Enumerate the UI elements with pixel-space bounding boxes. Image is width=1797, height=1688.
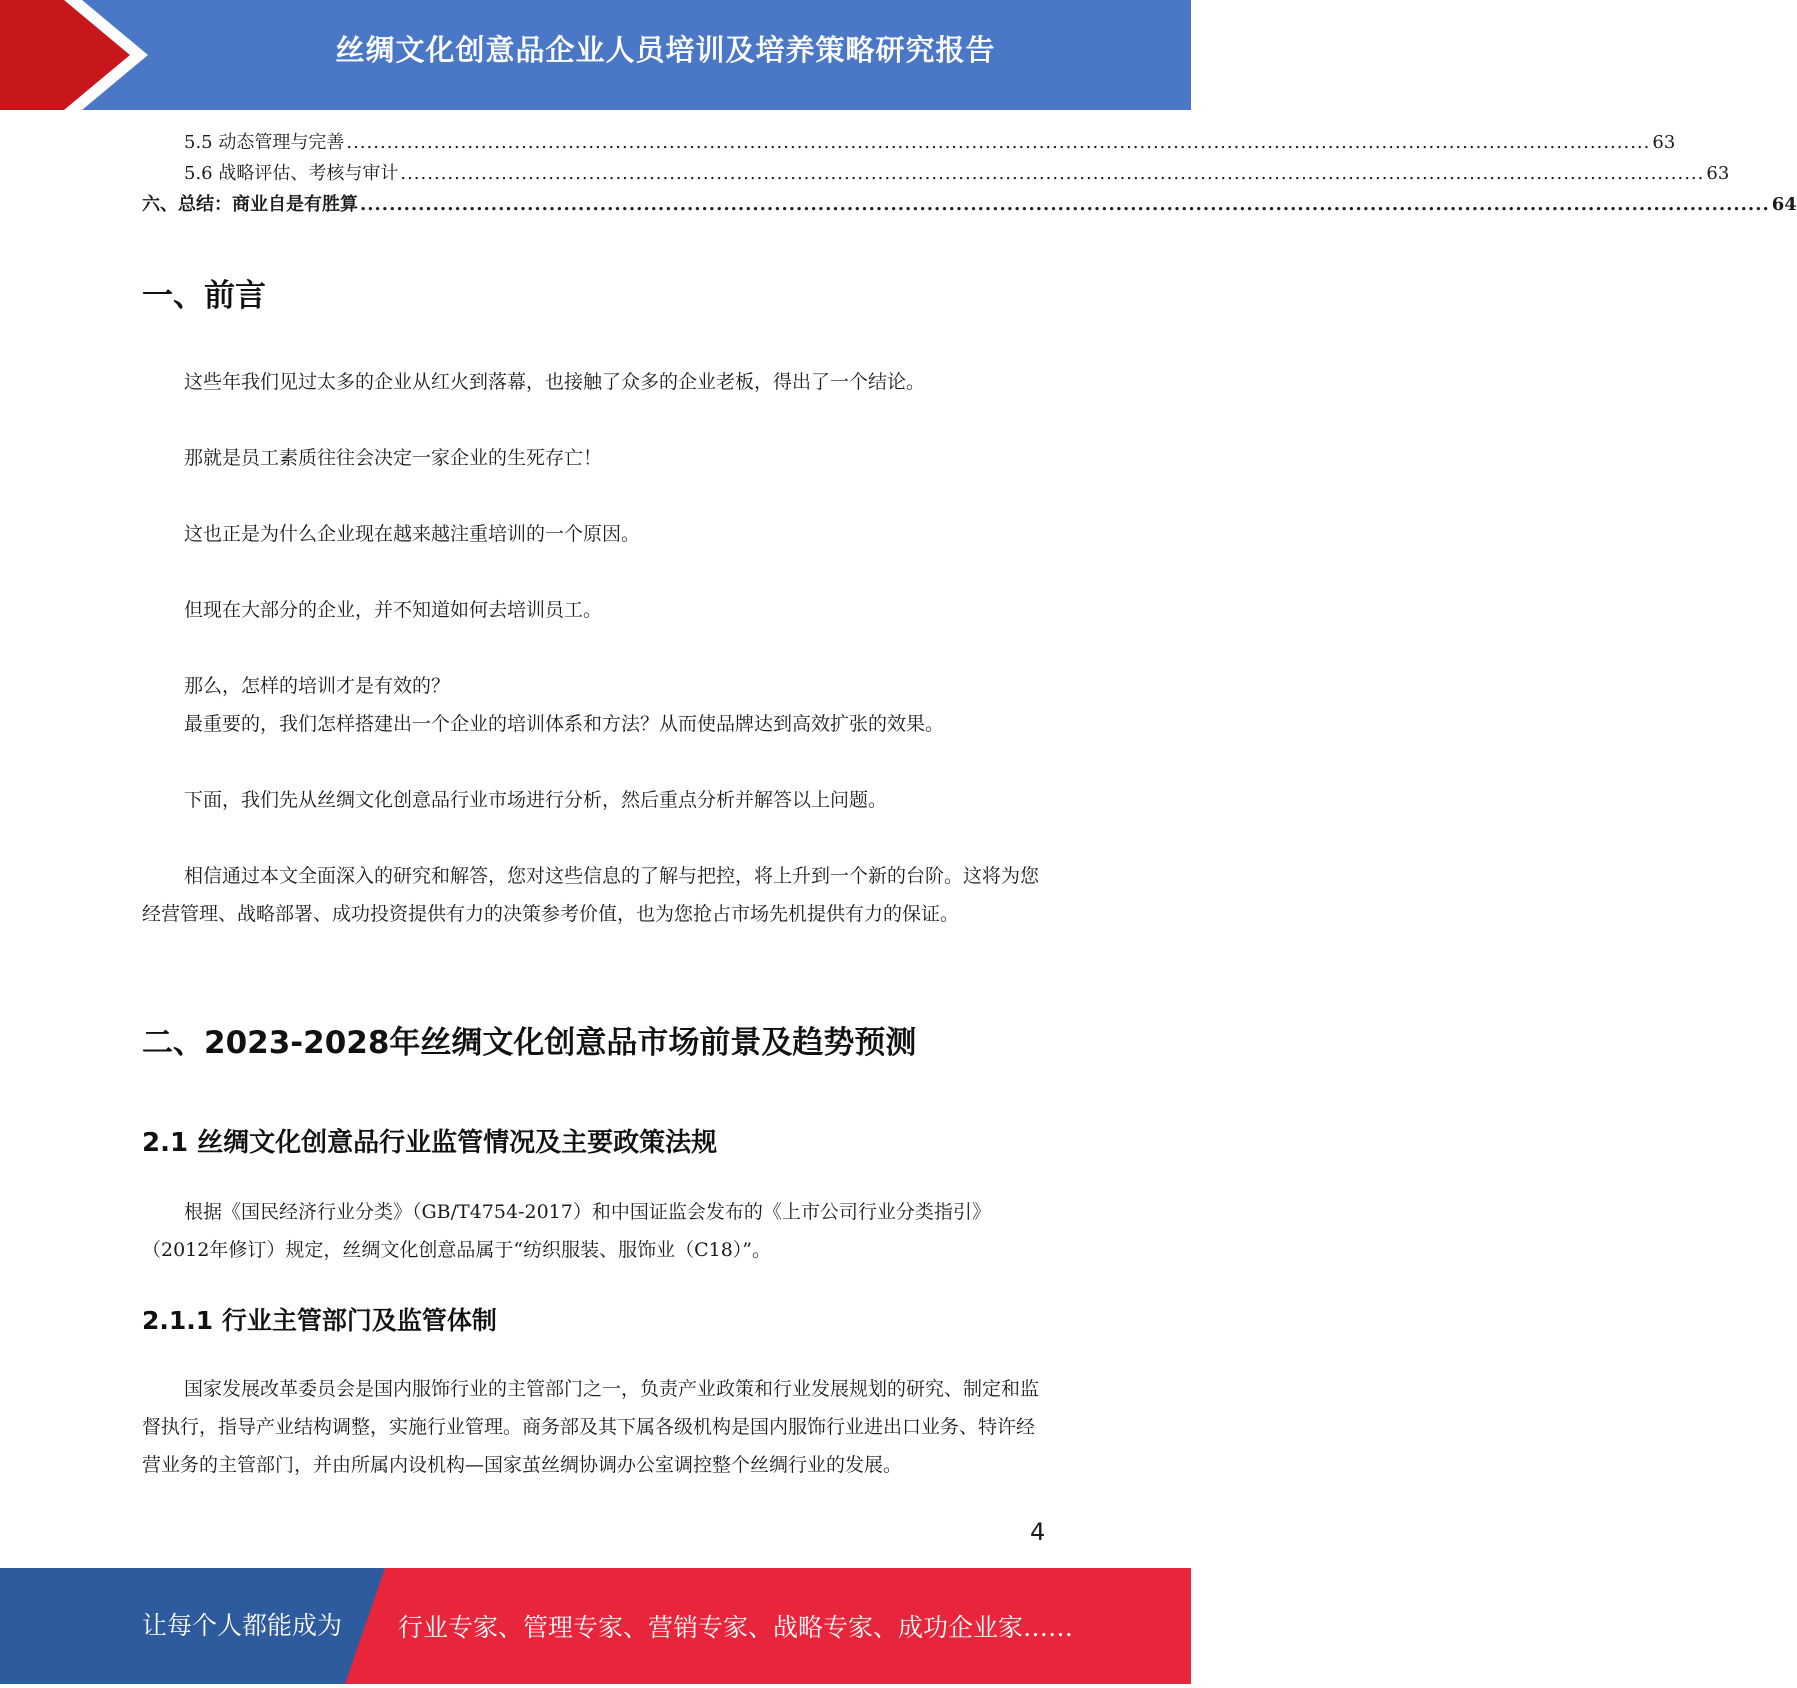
footer-slogan-left: 让每个人都能成为 xyxy=(142,1611,343,1640)
body-paragraph: 这也正是为什么企业现在越来越注重培训的一个原因。 xyxy=(184,523,641,545)
subsection-heading-authorities: 2.1.1 行业主管部门及监管体制 xyxy=(142,1306,497,1335)
body-paragraph: 根据《国民经济行业分类》（GB/T4754-2017）和中国证监会发布的《上市公司行业分类指引》（2012年修订）规定，丝绸文化创意品属于“纺织服装、服饰业（C18）”。 xyxy=(142,1201,991,1261)
section-heading-market-outlook: 二、2023-2028年丝绸文化创意品市场前景及趋势预测 xyxy=(142,1025,917,1061)
page-number: 4 xyxy=(1030,1518,1046,1546)
body-paragraph: 相信通过本文全面深入的研究和解答，您对这些信息的了解与把控，将上升到一个新的台阶。这将为您经营管理、战略部署、成功投资提供有力的决策参考价值，也为您抢占市场先机提供有力的保证。 xyxy=(142,865,1040,925)
toc-entry-label: 5.5 动态管理与完善 xyxy=(184,132,345,153)
toc-leader-dots: .................................................................................................................................................................................................. xyxy=(346,132,1651,153)
document-title: 丝绸文化创意品企业人员培训及培养策略研究报告 xyxy=(335,33,996,67)
toc-entry-label: 六、总结：商业自是有胜算 xyxy=(142,194,358,215)
subsection-heading-regulation: 2.1 丝绸文化创意品行业监管情况及主要政策法规 xyxy=(142,1128,718,1158)
body-paragraph: 那就是员工素质往往会决定一家企业的生死存亡！ xyxy=(184,447,603,469)
header-banner xyxy=(0,0,1191,110)
body-paragraph: 这些年我们见过太多的企业从红火到落幕，也接触了众多的企业老板，得出了一个结论。 xyxy=(184,371,926,393)
section-heading-preface: 一、前言 xyxy=(142,278,266,314)
toc-entry[interactable] xyxy=(142,190,1797,220)
body-paragraph: 但现在大部分的企业，并不知道如何去培训员工。 xyxy=(184,599,603,621)
toc-entry-label: 5.6 战略评估、考核与审计 xyxy=(184,163,399,184)
toc-entry-page: 63 xyxy=(1652,132,1676,153)
footer-banner xyxy=(0,1568,1191,1684)
footer-slogan-right: 行业专家、管理专家、营销专家、战略专家、成功企业家…… xyxy=(398,1613,1074,1642)
toc-leader-dots: .................................................................................................................................................................................................. xyxy=(360,194,1770,215)
body-paragraph: 国家发展改革委员会是国内服饰行业的主管部门之一，负责产业政策和行业发展规划的研究、制定和监督执行，指导产业结构调整，实施行业管理。商务部及其下属各级机构是国内服饰行业进出口业务、特许经营业务的主管部门，并由所属内设机构—国家茧丝绸协调办公室调控整个丝绸行业的发展。 xyxy=(142,1378,1040,1476)
toc-entry[interactable] xyxy=(142,128,1676,158)
toc-leader-dots: .................................................................................................................................................................................................. xyxy=(400,163,1705,184)
toc-entry-page: 63 xyxy=(1706,163,1730,184)
toc-entry-page: 64 xyxy=(1771,194,1797,215)
toc-entry[interactable] xyxy=(142,159,1730,189)
body-paragraph: 那么，怎样的培训才是有效的？ xyxy=(184,675,451,697)
body-paragraph: 下面，我们先从丝绸文化创意品行业市场进行分析，然后重点分析并解答以上问题。 xyxy=(184,789,888,811)
body-paragraph: 最重要的，我们怎样搭建出一个企业的培训体系和方法？从而使品牌达到高效扩张的效果。 xyxy=(184,713,945,735)
